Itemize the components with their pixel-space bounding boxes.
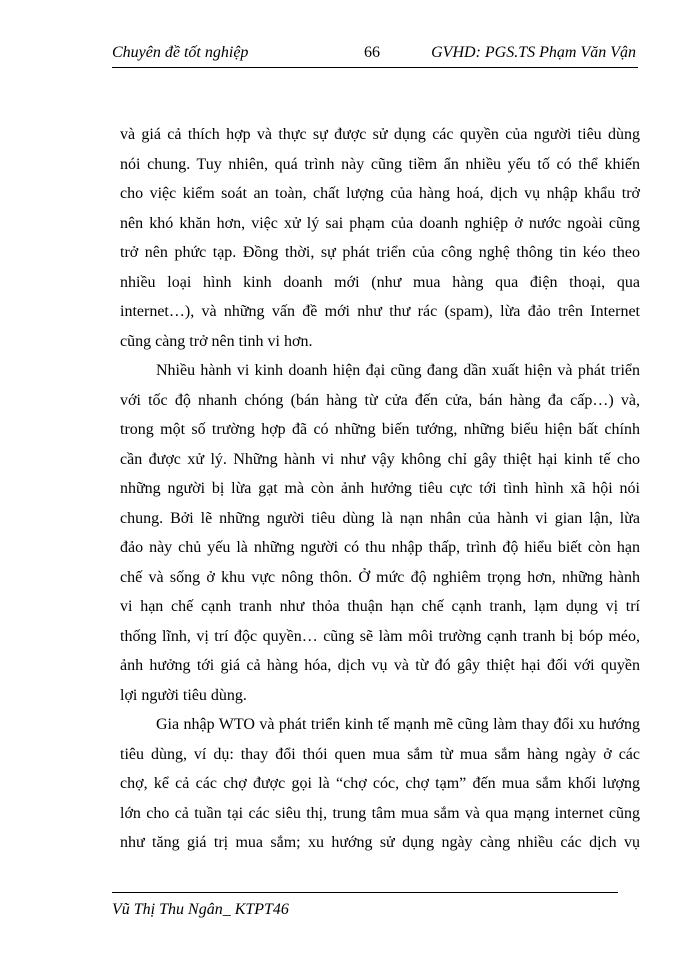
text-line: vi hạn chế cạnh tranh như thỏa thuận hạn chế cạnh tranh, lạm dụng vị trí bbox=[120, 598, 640, 615]
text-line: nói chung. Tuy nhiên, quá trình này cũng tiềm ẩn nhiều yếu tố có thể khiến bbox=[120, 155, 640, 173]
text-line: ảnh hưởng tới giá cả hàng hóa, dịch vụ và từ đó gây thiệt hại đối với quyền bbox=[120, 657, 640, 674]
text-line: với tốc độ nhanh chóng (bán hàng từ cửa đến cửa, bán hàng đa cấp…) và, bbox=[120, 391, 640, 409]
footer-author: Vũ Thị Thu Ngân_ KTPT46 bbox=[112, 901, 289, 918]
text-line: nên khó khăn hơn, việc xử lý sai phạm của doanh nghiệp ở nước ngoài cũng bbox=[120, 214, 640, 232]
header-title: Chuyên đề tốt nghiệp bbox=[112, 44, 249, 61]
header-advisor: GVHD: PGS.TS Phạm Văn Vận bbox=[431, 44, 636, 61]
text-line: và giá cả thích hợp và thực sự được sử dụng các quyền của người tiêu dùng bbox=[120, 126, 640, 143]
text-line: chung. Bởi lẽ những người tiêu dùng là nạn nhân của hành vi gian lận, lừa bbox=[120, 509, 640, 527]
page-body bbox=[120, 120, 640, 858]
page-header bbox=[112, 42, 636, 66]
text-line: Gia nhập WTO và phát triển kinh tế mạnh mẽ cũng làm thay đổi xu hướng bbox=[156, 716, 640, 733]
text-line: cần được xử lý. Những hành vi như vậy không chỉ gây thiệt hại kinh tế cho bbox=[120, 450, 640, 468]
text-line: chế và sống ở khu vực nông thôn. Ở mức độ nghiêm trọng hơn, những hành bbox=[120, 568, 640, 586]
text-line: lợi người tiêu dùng. bbox=[120, 686, 247, 704]
text-line: cũng càng trở nên tinh vi hơn. bbox=[120, 332, 313, 350]
text-line: như tăng giá trị mua sắm; xu hướng sử dụng ngày càng nhiều các dịch vụ bbox=[120, 834, 640, 851]
text-line: Nhiều hành vi kinh doanh hiện đại cũng đang dần xuất hiện và phát triển bbox=[156, 362, 640, 379]
page-number: 66 bbox=[364, 44, 380, 61]
text-line: thống lĩnh, vị trí độc quyền… cũng sẽ làm môi trường cạnh tranh bị bóp méo, bbox=[120, 627, 640, 645]
paragraph bbox=[120, 120, 640, 356]
text-line: internet…), và những vấn đề mới như thư rác (spam), lừa đảo trên Internet bbox=[120, 303, 640, 320]
text-line: những người bị lừa gạt mà còn ảnh hưởng tiêu cực tới tình hình xã hội nói bbox=[120, 480, 640, 497]
text-line: lớn cho cả tuần tại các siêu thị, trung tâm mua sắm và qua mạng internet cũng bbox=[120, 804, 640, 822]
text-line: trong một số trường hợp đã có những biến tướng, những biểu hiện bất chính bbox=[120, 421, 640, 438]
footer-divider bbox=[112, 892, 618, 893]
header-divider bbox=[112, 67, 638, 68]
paragraph bbox=[120, 356, 640, 710]
text-line: đảo này chủ yếu là những người có thu nhập thấp, trình độ hiểu biết còn hạn bbox=[120, 539, 640, 556]
text-line: chợ, kể cả các chợ được gọi là “chợ cóc, chợ tạm” đến mua sắm khối lượng bbox=[120, 775, 640, 792]
text-line: nhiều loại hình kinh doanh mới (như mua hàng qua điện thoại, qua bbox=[120, 273, 640, 291]
paragraph bbox=[120, 710, 640, 858]
text-line: cho việc kiểm soát an toàn, chất lượng của hàng hoá, dịch vụ nhập khẩu trở bbox=[120, 185, 640, 202]
text-line: tiêu dùng, ví dụ: thay đổi thói quen mua sắm từ mua sắm hàng ngày ở các bbox=[120, 745, 640, 763]
text-line: trở nên phức tạp. Đồng thời, sự phát triển của công nghệ thông tin kéo theo bbox=[120, 244, 640, 261]
